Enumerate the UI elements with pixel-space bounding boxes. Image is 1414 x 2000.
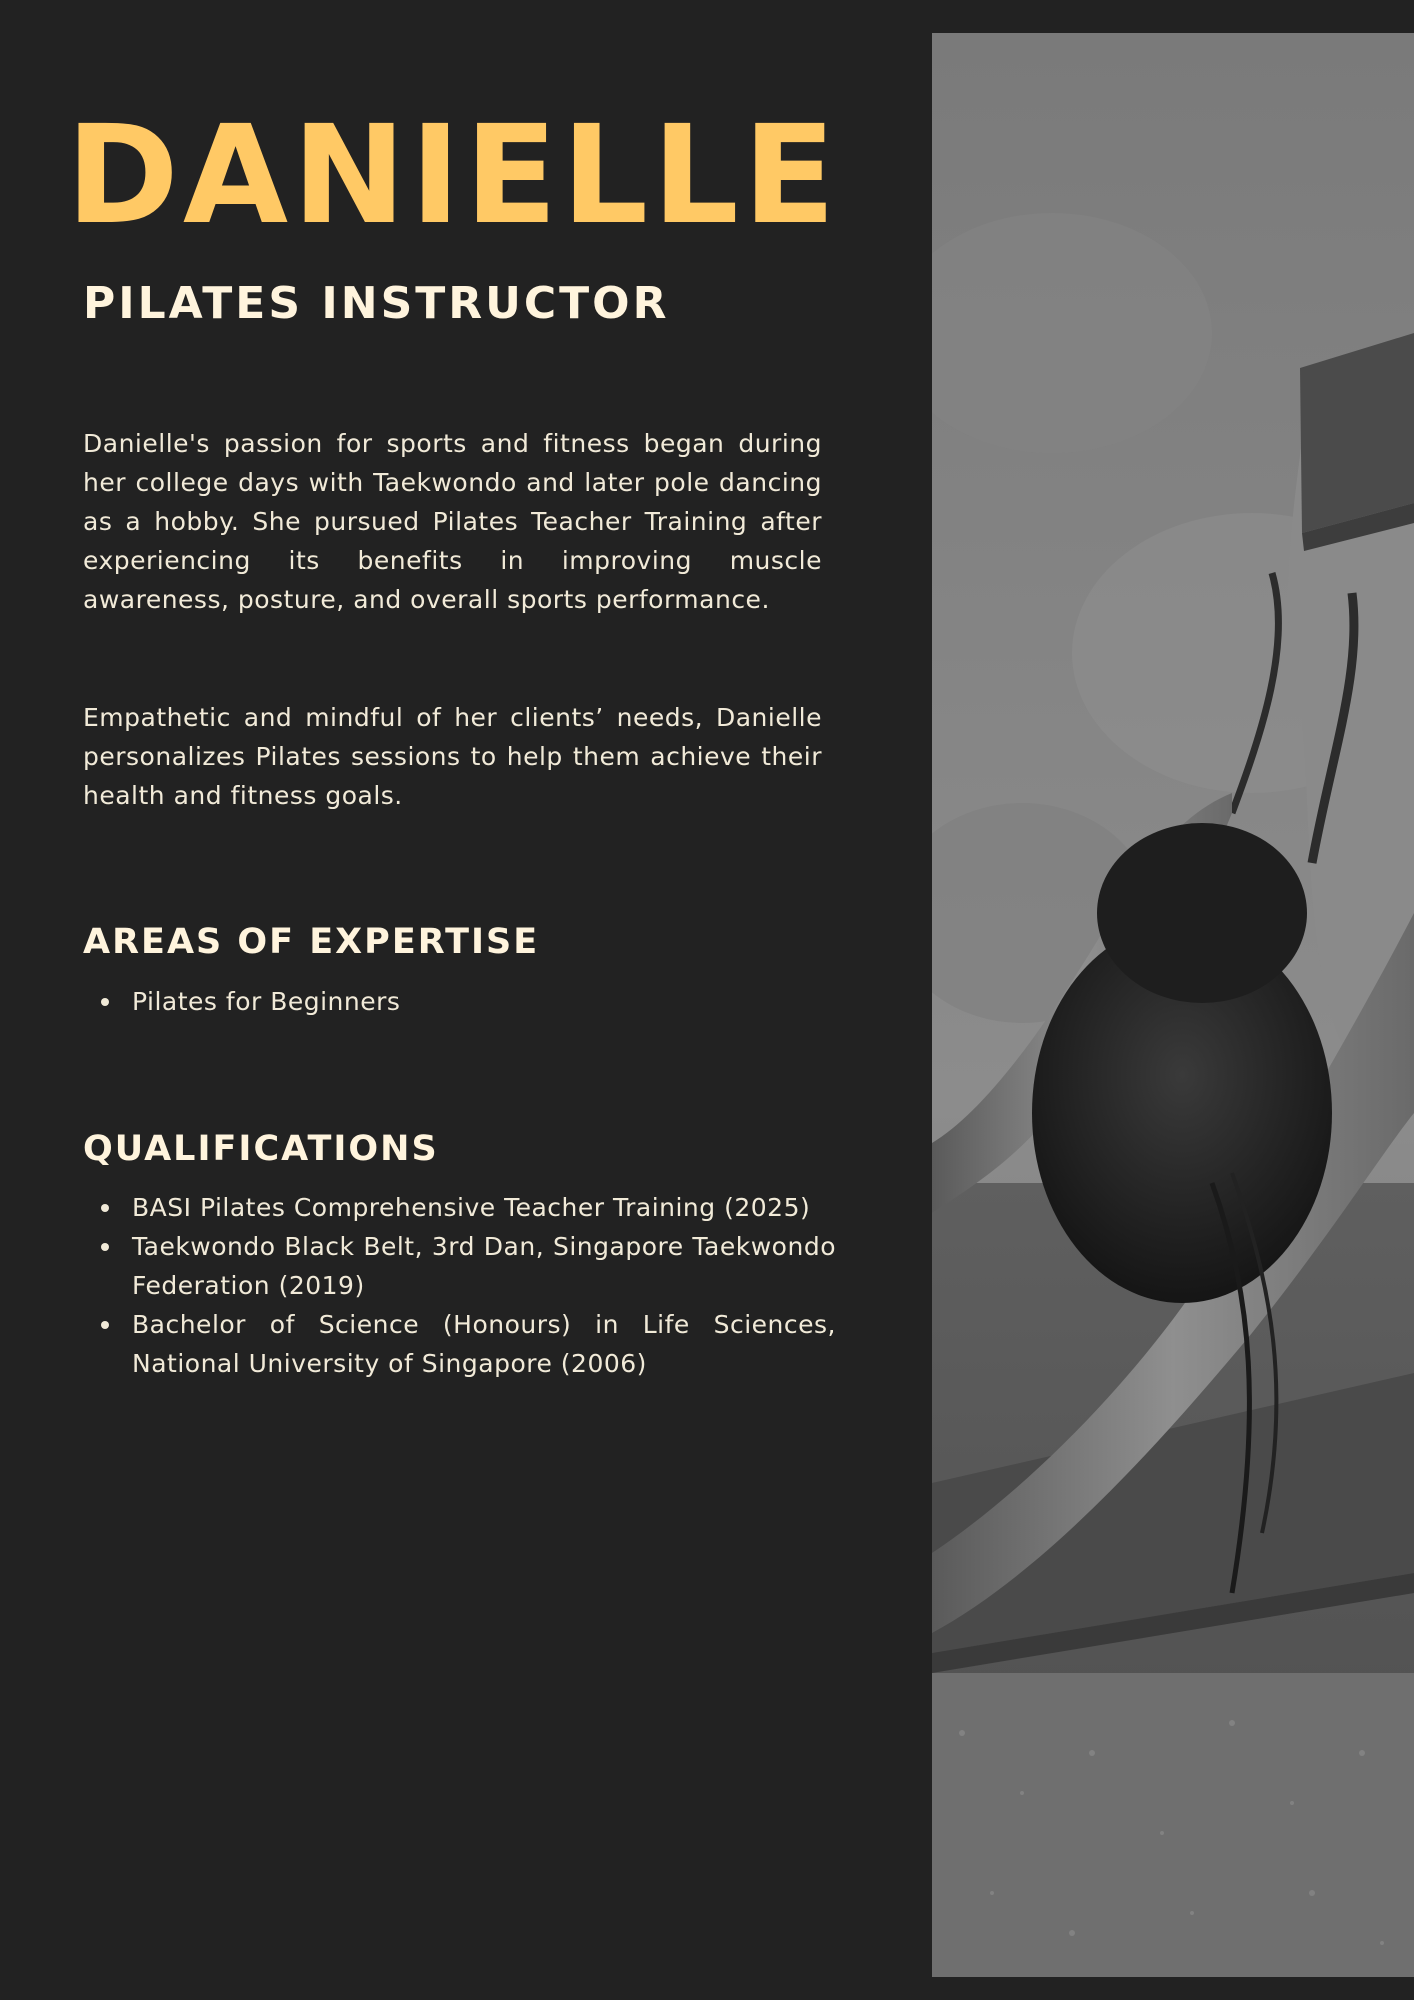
expertise-item-text: Pilates for Beginners (132, 987, 401, 1016)
instructor-name: DANIELLE (66, 97, 840, 255)
bullet-icon (101, 998, 109, 1006)
qualification-item (83, 1305, 836, 1383)
qualification-item-text: Bachelor of Science (Honours) in Life Sciences, National University of Singapore (2006) (132, 1310, 836, 1378)
qualification-item (83, 1188, 836, 1227)
qualifications-heading: QUALIFICATIONS (83, 1129, 439, 1169)
bullet-icon (101, 1243, 109, 1251)
expertise-item (83, 982, 836, 1021)
qualifications-list (83, 1188, 836, 1383)
qualification-item-text: Taekwondo Black Belt, 3rd Dan, Singapore Taekwondo Federation (2019) (132, 1232, 836, 1300)
bullet-icon (101, 1321, 109, 1329)
qualification-item (83, 1227, 836, 1305)
bullet-icon (101, 1204, 109, 1212)
expertise-heading: AREAS OF EXPERTISE (83, 922, 540, 962)
instructor-role: PILATES INSTRUCTOR (83, 278, 670, 329)
bio-paragraph-2: Empathetic and mindful of her clients’ needs, Danielle personalizes Pilates sessions to help them achieve their health and fitness goals. (83, 703, 822, 810)
bio-paragraph-1: Danielle's passion for sports and fitness began during her college days with Taekwondo and later pole dancing as a hobby. She pursued Pilates Teacher Training after experiencing its benefits in improving muscle awareness, posture, and overall sports performance. (83, 429, 822, 614)
pilates-pose-photo (932, 33, 1414, 1977)
instructor-photo (932, 33, 1414, 1977)
expertise-list (83, 982, 836, 1021)
qualification-item-text: BASI Pilates Comprehensive Teacher Training (2025) (132, 1193, 811, 1222)
